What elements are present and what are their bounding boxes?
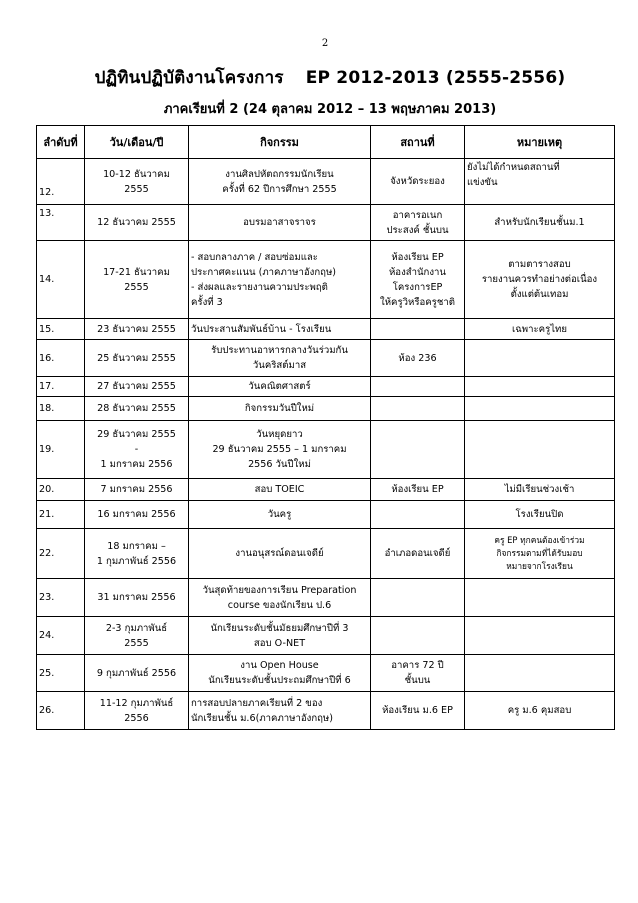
table-row [37,397,615,421]
header-date: วัน/เดือน/ปี [85,126,189,159]
table-row [37,501,615,529]
table-header-row [37,126,615,159]
table-row [37,479,615,501]
row-note [465,397,615,421]
row-date: 16 มกราคม 2556 [85,501,189,529]
title-program: EP 2012-2013 (2555-2556) [305,68,566,88]
row-activity: วันหยุดยาว 29 ธันวาคม 2555 – 1 มกราคม 2556 วันปีใหม่ [189,421,371,479]
row-activity: วันประสานสัมพันธ์บ้าน - โรงเรียน [189,319,371,340]
row-date: 11-12 กุมภาพันธ์ 2556 [85,692,189,730]
table-row [37,377,615,397]
table-row [37,617,615,655]
row-place: อาคารอเนก ประสงค์ ชั้นบน [371,205,465,241]
row-note: สำหรับนักเรียนชั้นม.1 [465,205,615,241]
row-activity: วันครู [189,501,371,529]
row-place: อำเภอดอนเจดีย์ [371,529,465,579]
row-note: ไม่มีเรียนช่วงเช้า [465,479,615,501]
document-title [0,64,638,91]
row-activity: รับประทานอาหารกลางวันร่วมกัน วันคริสต์มาส [189,340,371,377]
table-row [37,692,615,730]
row-number: 24. [37,617,85,655]
row-activity: นักเรียนระดับชั้นมัธยมศึกษาปีที่ 3 สอบ O-NET [189,617,371,655]
row-number: 18. [37,397,85,421]
row-number: 21. [37,501,85,529]
row-place: ห้องเรียน EP ห้องสำนักงาน โครงการEP ให้ครูวิหรือครูชาติ [371,241,465,319]
row-note: ตามตารางสอบ รายงานควรทำอย่างต่อเนื่อง ตั้งแต่ต้นเทอม [465,241,615,319]
schedule-table [36,125,615,730]
header-place: สถานที่ [371,126,465,159]
row-note [465,421,615,479]
row-number: 12. [37,159,85,205]
row-date: 23 ธันวาคม 2555 [85,319,189,340]
row-note: เฉพาะครูไทย [465,319,615,340]
page-number: 2 [321,38,329,49]
row-place [371,501,465,529]
row-number: 22. [37,529,85,579]
row-activity: งาน Open House นักเรียนระดับชั้นประถมศึกษาปีที่ 6 [189,655,371,692]
row-place: จังหวัดระยอง [371,159,465,205]
title-main: ปฏิทินปฏิบัติงานโครงการ [94,68,284,88]
row-date: 29 ธันวาคม 2555 - 1 มกราคม 2556 [85,421,189,479]
row-note [465,340,615,377]
row-activity: งานศิลปหัตถกรรมนักเรียน ครั้งที่ 62 ปีการศึกษา 2555 [189,159,371,205]
row-date: 9 กุมภาพันธ์ 2556 [85,655,189,692]
row-note [465,579,615,617]
row-place [371,397,465,421]
table-row [37,241,615,319]
semester-subtitle: ภาคเรียนที่ 2 (24 ตุลาคม 2012 – 13 พฤษภาคม 2013) [163,102,497,117]
row-place: ห้องเรียน ม.6 EP [371,692,465,730]
row-number: 15. [37,319,85,340]
header-note: หมายเหตุ [465,126,615,159]
table-row [37,529,615,579]
row-number: 13. [37,205,85,241]
row-number: 23. [37,579,85,617]
row-note: โรงเรียนปิด [465,501,615,529]
row-activity: สอบ TOEIC [189,479,371,501]
row-place: อาคาร 72 ปี ชั้นบน [371,655,465,692]
row-activity: อบรมอาสาจราจร [189,205,371,241]
row-date: 18 มกราคม – 1 กุมภาพันธ์ 2556 [85,529,189,579]
row-number: 26. [37,692,85,730]
row-note: ครู EP ทุกคนต้องเข้าร่วม กิจกรรมตามที่ได้รับมอบ หมายจากโรงเรียน [465,529,615,579]
table-row [37,421,615,479]
row-date: 31 มกราคม 2556 [85,579,189,617]
row-date: 7 มกราคม 2556 [85,479,189,501]
row-place [371,421,465,479]
row-place: ห้องเรียน EP [371,479,465,501]
row-date: 28 ธันวาคม 2555 [85,397,189,421]
row-activity: กิจกรรมวันปีใหม่ [189,397,371,421]
table-row [37,319,615,340]
row-number: 14. [37,241,85,319]
header-activity: กิจกรรม [189,126,371,159]
row-note: ยังไม่ได้กำหนดสถานที่ แข่งขัน [465,159,615,205]
row-date: 2-3 กุมภาพันธ์ 2555 [85,617,189,655]
row-activity: - สอบกลางภาค / สอบซ่อมและ ประกาศคะแนน (ภาคภาษาอังกฤษ) - ส่งผลและรายงานความประพฤติ ครั้งที่ 3 [189,241,371,319]
row-note [465,655,615,692]
row-activity: วันคณิตศาสตร์ [189,377,371,397]
table-row [37,159,615,205]
row-place [371,319,465,340]
row-activity: การสอบปลายภาคเรียนที่ 2 ของ นักเรียนชั้น ม.6(ภาคภาษาอังกฤษ) [189,692,371,730]
row-date: 27 ธันวาคม 2555 [85,377,189,397]
row-activity: วันสุดท้ายของการเรียน Preparation course ของนักเรียน ป.6 [189,579,371,617]
row-number: 16. [37,340,85,377]
row-date: 17-21 ธันวาคม 2555 [85,241,189,319]
row-date: 10-12 ธันวาคม 2555 [85,159,189,205]
row-number: 17. [37,377,85,397]
header-no: ลำดับที่ [37,126,85,159]
row-note: ครู ม.6 คุมสอบ [465,692,615,730]
row-number: 20. [37,479,85,501]
row-note [465,617,615,655]
table-row [37,655,615,692]
row-note [465,377,615,397]
row-place [371,579,465,617]
row-number: 19. [37,421,85,479]
row-number: 25. [37,655,85,692]
table-row [37,205,615,241]
row-place [371,617,465,655]
row-date: 25 ธันวาคม 2555 [85,340,189,377]
row-activity: งานอนุสรณ์ดอนเจดีย์ [189,529,371,579]
row-place: ห้อง 236 [371,340,465,377]
row-place [371,377,465,397]
table-row [37,579,615,617]
table-row [37,340,615,377]
row-date: 12 ธันวาคม 2555 [85,205,189,241]
